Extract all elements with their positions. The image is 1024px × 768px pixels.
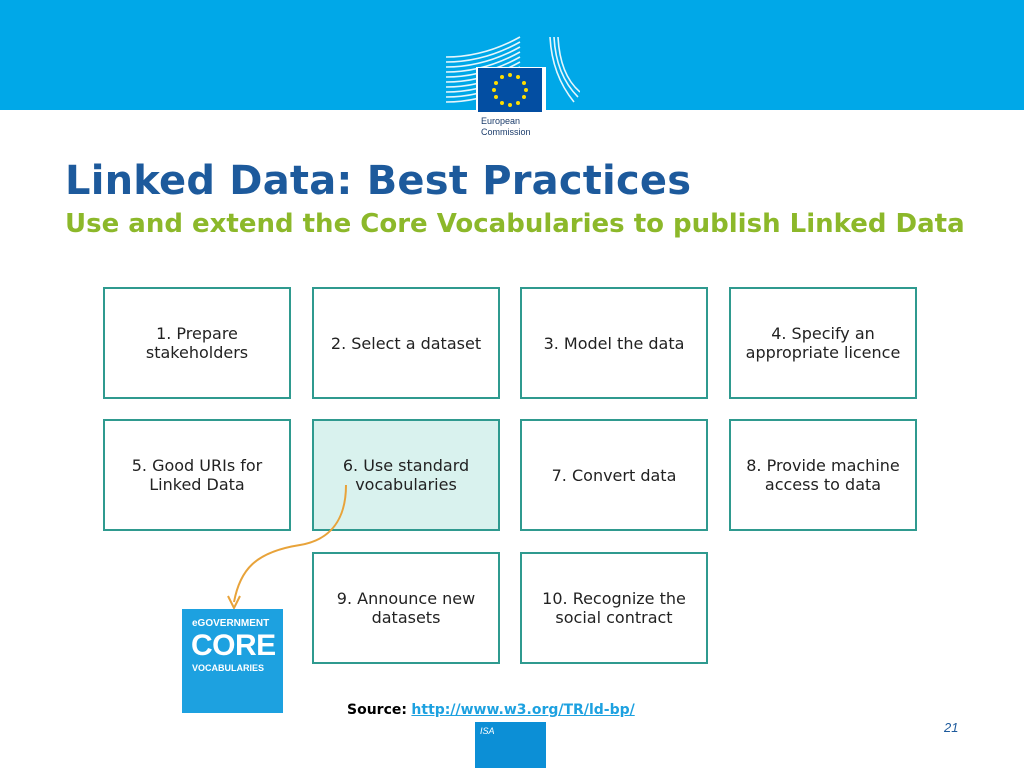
step-label: 6. Use standard vocabularies bbox=[342, 456, 470, 494]
step-card-5 bbox=[103, 419, 291, 531]
source-label: Source: bbox=[347, 702, 407, 718]
step-card-8 bbox=[729, 419, 917, 531]
page-number: 21 bbox=[944, 720, 959, 735]
step-card-3 bbox=[520, 287, 708, 399]
step-label: 10. Recognize the social contract bbox=[542, 589, 686, 627]
step-card-10 bbox=[520, 552, 708, 664]
step-label: 5. Good URIs for Linked Data bbox=[131, 456, 263, 494]
step-card-4 bbox=[729, 287, 917, 399]
step-card-1 bbox=[103, 287, 291, 399]
eu-stars-icon bbox=[478, 68, 542, 112]
step-card-2 bbox=[312, 287, 500, 399]
core-logo-line3: VOCABULARIES bbox=[192, 663, 265, 673]
step-label: 8. Provide machine access to data bbox=[746, 456, 900, 494]
step-card-6 bbox=[312, 419, 500, 531]
step-label: 7. Convert data bbox=[551, 465, 677, 485]
step-card-9 bbox=[312, 552, 500, 664]
logo-text: European Commission bbox=[481, 116, 531, 137]
step-label: 4. Specify an appropriate licence bbox=[745, 324, 901, 362]
source-link[interactable]: http://www.w3.org/TR/ld-bp/ bbox=[411, 702, 635, 718]
eu-flag bbox=[478, 68, 542, 112]
page-subtitle: Use and extend the Core Vocabularies to publish Linked Data bbox=[65, 209, 965, 239]
isa-logo bbox=[475, 722, 546, 768]
core-vocabularies-logo bbox=[182, 609, 283, 713]
step-label: 2. Select a dataset bbox=[330, 333, 482, 353]
step-label: 3. Model the data bbox=[543, 333, 685, 353]
step-card-7 bbox=[520, 419, 708, 531]
step-label: 1. Prepare stakeholders bbox=[145, 324, 249, 362]
core-logo-line1: eGOVERNMENT bbox=[192, 618, 270, 629]
core-logo-line2: CORE bbox=[191, 629, 276, 662]
isa-label: ISA bbox=[480, 726, 495, 736]
step-label: 9. Announce new datasets bbox=[336, 589, 476, 627]
page-title: Linked Data: Best Practices bbox=[65, 158, 692, 204]
source-citation bbox=[347, 702, 635, 718]
